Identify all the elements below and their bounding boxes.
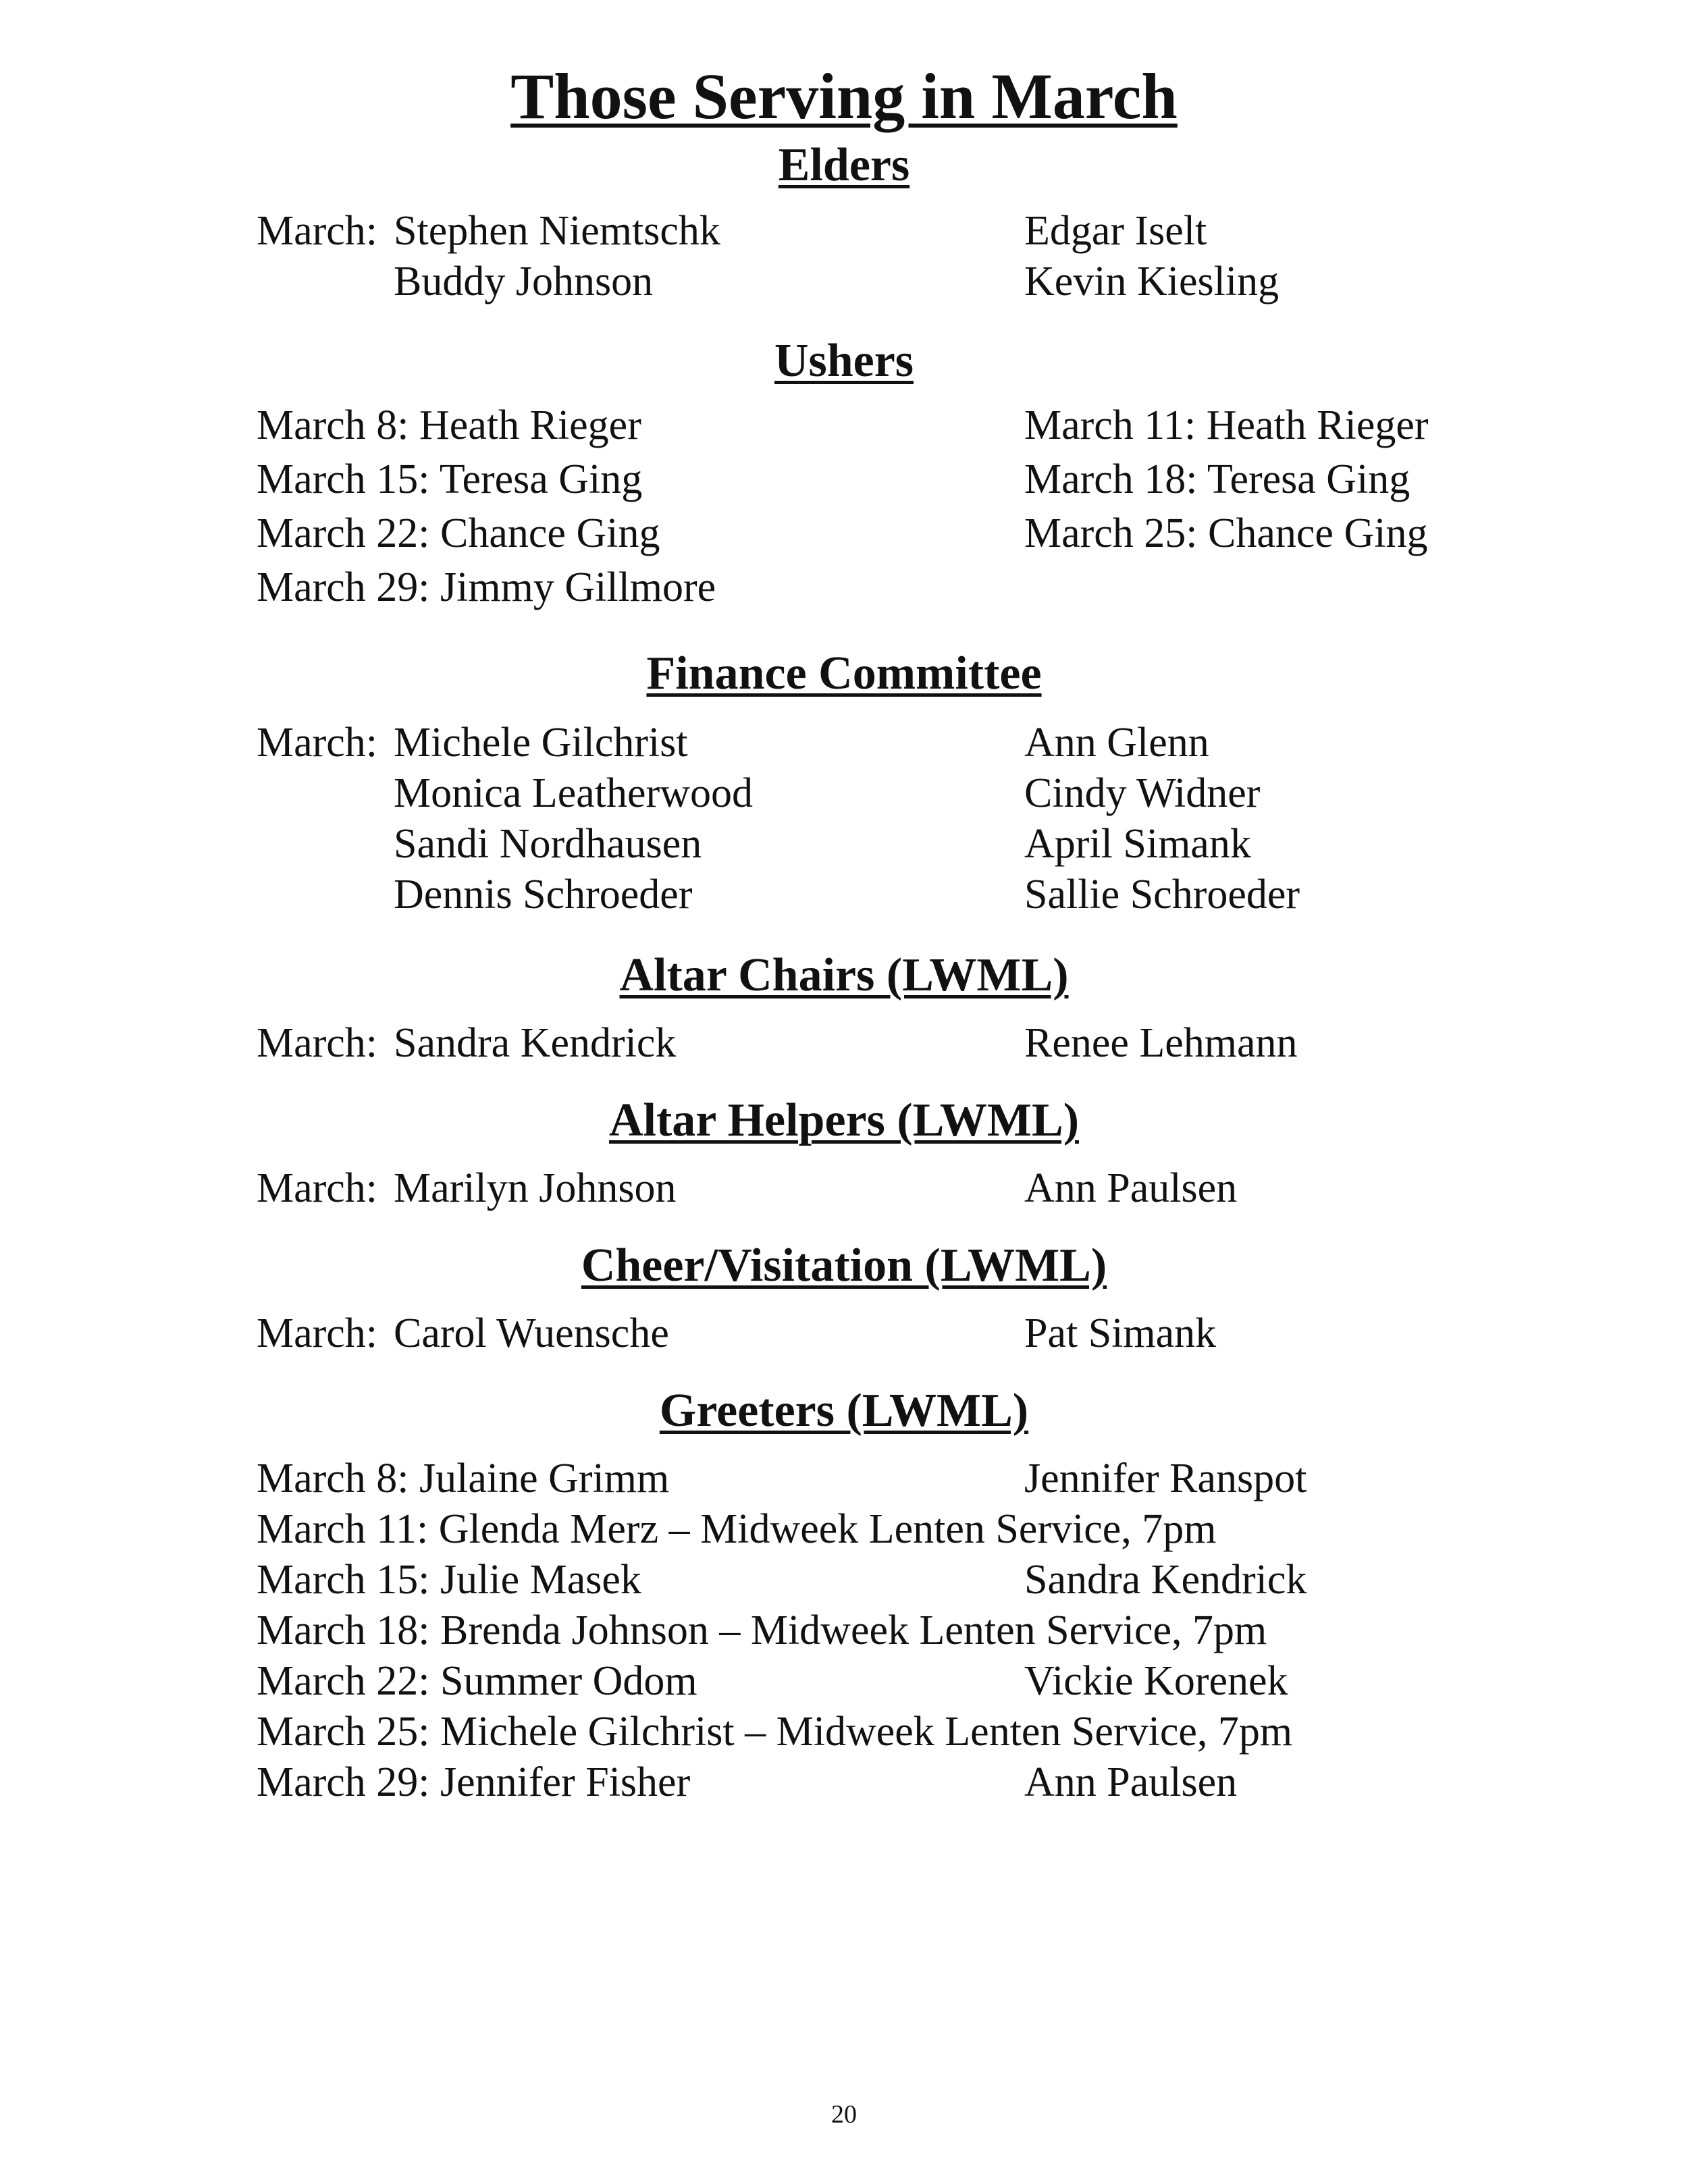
greeters-row — [0, 1555, 1688, 1605]
row-left-name: Dennis Schroeder — [394, 872, 693, 917]
page-title: Those Serving in March — [510, 60, 1178, 132]
row-right-name: Sallie Schroeder — [1024, 872, 1300, 917]
greeters-row — [0, 1504, 1688, 1554]
row-left-entry: March 15: Julie Masek — [257, 1557, 641, 1603]
row-left-entry: March 8: Heath Rieger — [257, 402, 641, 448]
row-right-name: Ann Glenn — [1024, 720, 1209, 766]
row-right-entry: Vickie Korenek — [1024, 1658, 1288, 1704]
finance-committee-heading: Finance Committee — [646, 647, 1042, 699]
greeters-row — [0, 1707, 1688, 1757]
ushers-row — [0, 400, 1688, 450]
row-left-entry: March 15: Teresa Ging — [257, 456, 643, 502]
finance-row — [0, 819, 1688, 869]
row-right-name: Ann Paulsen — [1024, 1165, 1238, 1211]
elders-row — [0, 257, 1688, 307]
row-left-entry: March 8: Julaine Grimm — [257, 1456, 670, 1501]
row-left-name: Sandi Nordhausen — [394, 821, 702, 867]
row-label: March: — [257, 720, 378, 766]
cheer-visitation-heading: Cheer/Visitation (LWML) — [581, 1240, 1107, 1291]
altar-helpers-row — [0, 1163, 1688, 1213]
greeters-heading: Greeters (LWML) — [659, 1385, 1029, 1437]
row-left-name: Monica Leatherwood — [394, 770, 753, 816]
row-right-name: Renee Lehmann — [1024, 1020, 1298, 1066]
row-right-entry: Ann Paulsen — [1024, 1759, 1238, 1805]
cheer-visitation-row — [0, 1308, 1688, 1358]
altar-chairs-row — [0, 1018, 1688, 1068]
row-left-name: Stephen Niemtschk — [394, 208, 720, 254]
row-left-entry: March 18: Brenda Johnson – Midweek Lenten Service, 7pm — [257, 1607, 1267, 1653]
row-left-name: Michele Gilchrist — [394, 720, 688, 766]
finance-row — [0, 718, 1688, 768]
row-right-name: Cindy Widner — [1024, 770, 1261, 816]
row-right-name: Pat Simank — [1024, 1310, 1217, 1356]
row-right-name: April Simank — [1024, 821, 1251, 867]
row-left-entry: March 22: Chance Ging — [257, 510, 660, 556]
row-left-entry: March 29: Jennifer Fisher — [257, 1759, 691, 1805]
row-right-entry: March 11: Heath Rieger — [1024, 402, 1429, 448]
altar-helpers-heading: Altar Helpers (LWML) — [608, 1094, 1080, 1146]
ushers-row — [0, 454, 1688, 504]
ushers-row — [0, 562, 1688, 612]
page-number: 20 — [831, 2100, 857, 2129]
elders-row — [0, 206, 1688, 256]
finance-row — [0, 870, 1688, 920]
row-left-name: Buddy Johnson — [394, 259, 654, 304]
row-right-entry: March 18: Teresa Ging — [1024, 456, 1410, 502]
greeters-row — [0, 1454, 1688, 1503]
finance-row — [0, 768, 1688, 818]
row-right-entry: Sandra Kendrick — [1024, 1557, 1307, 1603]
greeters-row — [0, 1656, 1688, 1706]
row-label: March: — [257, 1310, 378, 1356]
greeters-row — [0, 1757, 1688, 1807]
row-left-name: Marilyn Johnson — [394, 1165, 677, 1211]
row-right-name: Kevin Kiesling — [1024, 259, 1280, 304]
row-left-entry: March 11: Glenda Merz – Midweek Lenten Service, 7pm — [257, 1506, 1217, 1552]
row-label: March: — [257, 1020, 378, 1066]
row-label: March: — [257, 208, 378, 254]
row-left-name: Sandra Kendrick — [394, 1020, 677, 1066]
row-left-entry: March 29: Jimmy Gillmore — [257, 564, 716, 610]
row-label: March: — [257, 1165, 378, 1211]
row-right-name: Edgar Iselt — [1024, 208, 1207, 254]
row-right-entry: March 25: Chance Ging — [1024, 510, 1428, 556]
greeters-row — [0, 1605, 1688, 1655]
ushers-row — [0, 508, 1688, 558]
row-right-entry: Jennifer Ranspot — [1024, 1456, 1307, 1501]
row-left-name: Carol Wuensche — [394, 1310, 669, 1356]
altar-chairs-heading: Altar Chairs (LWML) — [619, 949, 1069, 1001]
elders-heading: Elders — [778, 139, 910, 191]
row-left-entry: March 22: Summer Odom — [257, 1658, 697, 1704]
ushers-heading: Ushers — [774, 335, 914, 387]
row-left-entry: March 25: Michele Gilchrist – Midweek Lenten Service, 7pm — [257, 1709, 1293, 1755]
